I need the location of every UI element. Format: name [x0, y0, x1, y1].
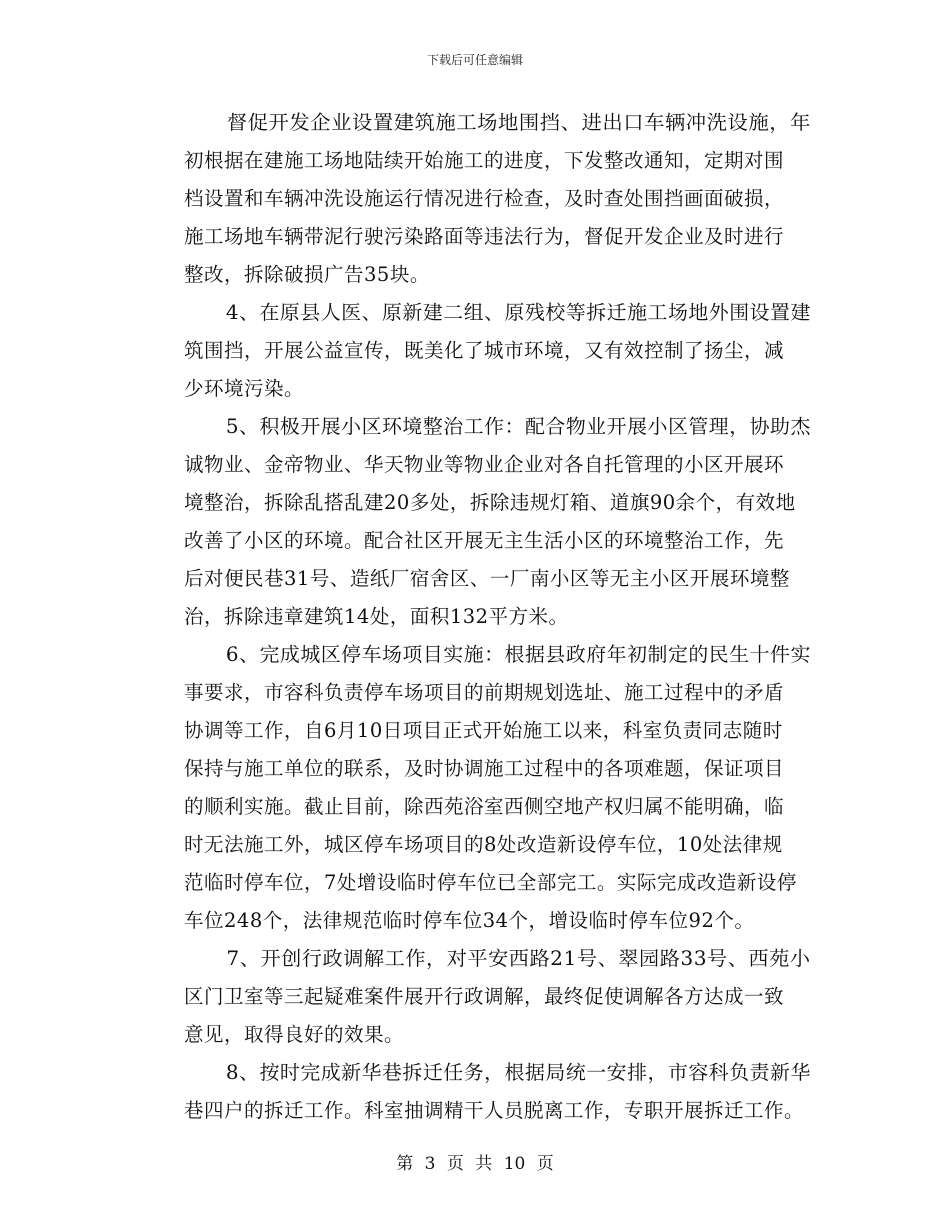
- text-line: 车位248个，法律规范临时停车位34个，增设临时停车位92个。: [184, 909, 755, 932]
- text-line: 时无法施工外，城区停车场项目的8处改造新设停车位，10处法律规: [184, 833, 783, 856]
- text-line: 6、完成城区停车场项目实施：根据县政府年初制定的民生十件实: [225, 643, 811, 666]
- text-line: 筑围挡，开展公益宣传，既美化了城市环境，又有效控制了扬尘，减: [184, 339, 785, 362]
- text-line: 改善了小区的环境。配合社区开展无主生活小区的环境整治工作，先: [184, 529, 785, 552]
- text-line: 施工场地车辆带泥行驶污染路面等违法行为，督促开发企业及时进行: [184, 225, 785, 248]
- paragraph-enforcement: [143, 104, 811, 294]
- paragraph-item-4: [143, 294, 811, 408]
- paragraph-item-7: [143, 940, 811, 1054]
- text-line: 8、按时完成新华巷拆迁任务，根据局统一安排，市容科负责新华: [225, 1061, 811, 1084]
- text-line: 协调等工作，自6月10日项目正式开始施工以来，科室负责同志随时: [184, 719, 783, 742]
- paragraph-item-5: [143, 408, 811, 636]
- text-line: 4、在原县人医、原新建二组、原残校等拆迁施工场地外围设置建: [225, 301, 811, 324]
- text-line: 保持与施工单位的联系，及时协调施工过程中的各项难题，保证项目: [184, 757, 785, 780]
- page-footer: 第 3 页 共 10 页: [396, 1154, 554, 1174]
- document-body: [143, 104, 811, 1130]
- paragraph-item-8: [143, 1054, 811, 1130]
- text-line: 的顺利实施。截止目前，除西苑浴室西侧空地产权归属不能明确，临: [184, 795, 785, 818]
- text-line: 诚物业、金帝物业、华天物业等物业企业对各自托管理的小区开展环: [184, 453, 785, 476]
- text-line: 治，拆除违章建筑14处，面积132平方米。: [184, 605, 569, 628]
- text-line: 境整治，拆除乱搭乱建20多处，拆除违规灯箱、道旗90余个，有效地: [184, 491, 796, 514]
- text-line: 区门卫室等三起疑难案件展开行政调解，最终促使调解各方达成一致: [184, 985, 785, 1008]
- page-header: 下载后可任意编辑: [426, 53, 523, 67]
- text-line: 5、积极开展小区环境整治工作：配合物业开展小区管理，协助杰: [225, 415, 811, 438]
- text-line: 意见，取得良好的效果。: [184, 1023, 405, 1046]
- text-line: 档设置和车辆冲洗设施运行情况进行检查，及时查处围挡画面破损，: [184, 187, 785, 210]
- text-line: 整改，拆除破损广告35块。: [184, 263, 430, 286]
- text-line: 范临时停车位，7处增设临时停车位已全部完工。实际完成改造新设停: [184, 871, 797, 894]
- text-line: 督促开发企业设置建筑施工场地围挡、进出口车辆冲洗设施，年: [226, 111, 812, 134]
- text-line: 事要求，市容科负责停车场项目的前期规划选址、施工过程中的矛盾: [184, 681, 785, 704]
- paragraph-item-6: [143, 636, 811, 940]
- text-line: 巷四户的拆迁工作。科室抽调精干人员脱离工作，专职开展拆迁工作。: [184, 1099, 805, 1122]
- text-line: 初根据在建施工场地陆续开始施工的进度，下发整改通知，定期对围: [184, 149, 785, 172]
- text-line: 后对便民巷31号、造纸厂宿舍区、一厂南小区等无主小区开展环境整: [184, 567, 790, 590]
- text-line: 少环境污染。: [184, 377, 305, 400]
- text-line: 7、开创行政调解工作，对平安西路21号、翠园路33号、西苑小: [226, 947, 811, 970]
